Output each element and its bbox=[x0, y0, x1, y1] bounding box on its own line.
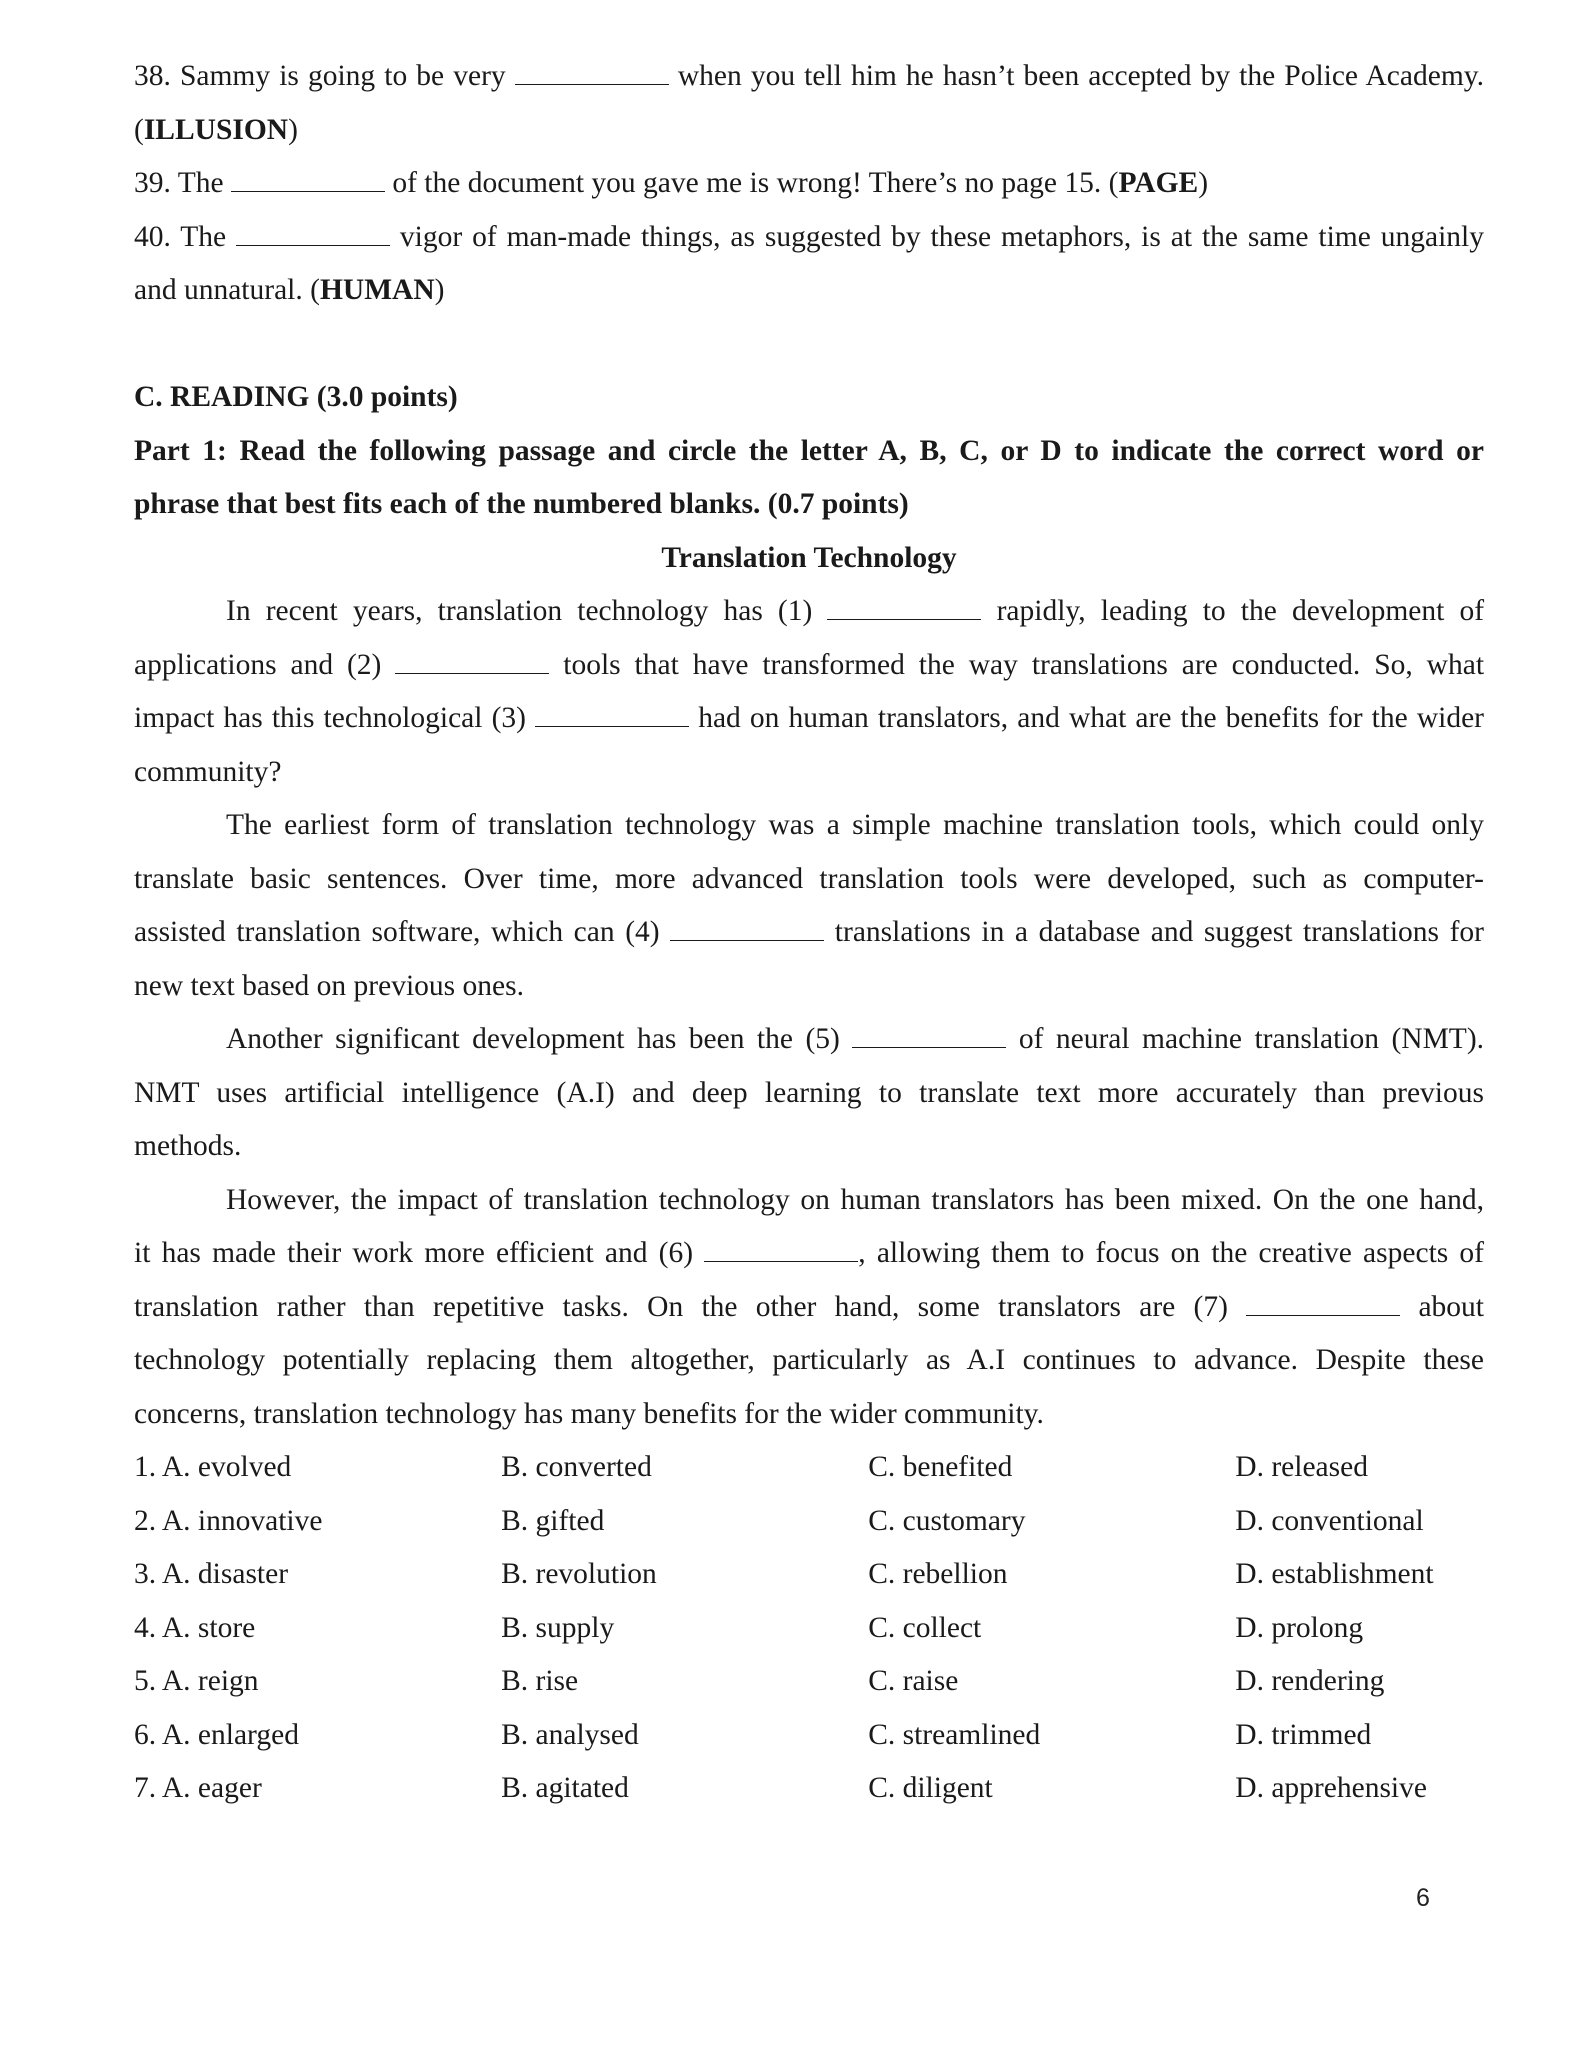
question-38-word: (ILLUSION) bbox=[134, 113, 298, 146]
option-d[interactable]: D. trimmed bbox=[1235, 1718, 1372, 1751]
text-span: of neural machine translation (NMT). bbox=[1018, 1023, 1485, 1055]
passage-line bbox=[134, 1388, 1484, 1442]
passage-line bbox=[134, 1067, 1484, 1121]
question-39: 39. The of the document you gave me is wrong! There’s no page 15. (PAGE) bbox=[134, 167, 1209, 199]
passage-line bbox=[134, 639, 1484, 693]
option-row bbox=[134, 1495, 1484, 1549]
blank-5[interactable] bbox=[852, 1027, 1006, 1048]
blank-4[interactable] bbox=[670, 920, 824, 941]
option-a[interactable]: 6. A. enlarged bbox=[134, 1718, 299, 1751]
passage-line bbox=[134, 1281, 1484, 1335]
option-b[interactable]: B. supply bbox=[501, 1611, 615, 1644]
passage-line bbox=[134, 1334, 1484, 1388]
passage-line bbox=[134, 960, 1484, 1014]
text-span: , allowing them to focus on the creative aspects of bbox=[858, 1237, 1485, 1269]
text-span: it has made their work more efficient and (6) bbox=[134, 1237, 694, 1269]
text-span: NMT uses artificial intelligence (A.I) and deep learning to translate text more accurately than previous bbox=[134, 1076, 1484, 1109]
passage-line bbox=[134, 1174, 1484, 1228]
text-span: concerns, translation technology has many benefits for the wider community. bbox=[134, 1397, 1044, 1430]
option-a[interactable]: 1. A. evolved bbox=[134, 1451, 292, 1483]
keyword: HUMAN bbox=[319, 274, 435, 306]
text-span: tools that have transformed the way translations are conducted. So, what bbox=[563, 648, 1485, 681]
option-c[interactable]: C. diligent bbox=[868, 1772, 993, 1804]
text-span: The earliest form of translation technology was a simple machine translation tools, which could only bbox=[226, 809, 1484, 841]
question-40-cont: and unnatural. (HUMAN) bbox=[134, 274, 445, 306]
passage-line bbox=[134, 799, 1484, 853]
option-c[interactable]: C. rebellion bbox=[868, 1558, 1008, 1590]
text-span: translate basic sentences. Over time, more advanced translation tools were developed, such as computer- bbox=[134, 862, 1484, 895]
option-d[interactable]: D. released bbox=[1235, 1451, 1368, 1483]
blank-3[interactable] bbox=[535, 706, 689, 727]
option-a[interactable]: 5. A. reign bbox=[134, 1665, 259, 1697]
passage-line bbox=[134, 1227, 1484, 1281]
document-page bbox=[134, 50, 1484, 1816]
option-b[interactable]: B. analysed bbox=[501, 1718, 639, 1751]
text-span: translations in a database and suggest translations for bbox=[834, 916, 1485, 948]
passage-line bbox=[134, 853, 1484, 907]
option-d[interactable]: D. rendering bbox=[1235, 1665, 1385, 1697]
question-text: 38. Sammy is going to be very bbox=[134, 60, 506, 92]
question-text: of the document you gave me is wrong! There’s no page 15. ( bbox=[392, 167, 1119, 199]
option-d[interactable]: D. apprehensive bbox=[1235, 1772, 1427, 1804]
option-d[interactable]: D. conventional bbox=[1235, 1504, 1424, 1537]
text-span: methods. bbox=[134, 1130, 242, 1162]
option-b[interactable]: B. rise bbox=[501, 1665, 579, 1697]
keyword: PAGE bbox=[1118, 167, 1199, 199]
text-span: had on human translators, and what are the benefits for the wider bbox=[698, 702, 1484, 734]
section-title: C. READING (3.0 points) bbox=[134, 381, 458, 413]
passage-line bbox=[134, 692, 1484, 746]
section-heading bbox=[134, 371, 1484, 425]
text-span: In recent years, translation technology has (1) bbox=[226, 595, 813, 627]
text-span: community? bbox=[134, 755, 282, 788]
option-b[interactable]: B. revolution bbox=[501, 1558, 657, 1590]
passage-line bbox=[134, 585, 1484, 639]
part-instructions-cont bbox=[134, 478, 1484, 532]
option-row bbox=[134, 1441, 1484, 1495]
blank-1[interactable] bbox=[827, 599, 981, 620]
option-row bbox=[134, 1655, 1484, 1709]
option-a[interactable]: 2. A. innovative bbox=[134, 1504, 323, 1537]
keyword: ILLUSION bbox=[143, 113, 289, 146]
answer-blank[interactable] bbox=[515, 64, 669, 85]
option-b[interactable]: B. converted bbox=[501, 1451, 652, 1483]
option-row bbox=[134, 1548, 1484, 1602]
text-span: about bbox=[1418, 1290, 1485, 1323]
blank-7[interactable] bbox=[1246, 1295, 1400, 1316]
text-span: Another significant development has been the (5) bbox=[226, 1023, 840, 1055]
text-span: applications and (2) bbox=[134, 648, 382, 681]
option-c[interactable]: C. collect bbox=[868, 1611, 982, 1644]
option-a[interactable]: 4. A. store bbox=[134, 1611, 256, 1644]
passage-line bbox=[134, 746, 1484, 800]
blank-6[interactable] bbox=[704, 1241, 858, 1262]
question-text: 40. The bbox=[134, 220, 227, 253]
passage-title bbox=[134, 532, 1484, 586]
answer-blank[interactable] bbox=[236, 225, 390, 246]
option-a[interactable]: 3. A. disaster bbox=[134, 1558, 289, 1590]
instruction-line: Part 1: Read the following passage and circle the letter A, B, C, or D to indicate the correct word or bbox=[134, 434, 1484, 467]
option-d[interactable]: D. establishment bbox=[1235, 1558, 1434, 1590]
option-b[interactable]: B. agitated bbox=[501, 1772, 629, 1804]
text-span: impact has this technological (3) bbox=[134, 702, 526, 734]
option-row bbox=[134, 1709, 1484, 1763]
answer-blank[interactable] bbox=[231, 171, 385, 192]
question-38 bbox=[134, 50, 1484, 104]
option-d[interactable]: D. prolong bbox=[1235, 1611, 1364, 1644]
passage-line bbox=[134, 1120, 1484, 1174]
option-row bbox=[134, 1762, 1484, 1816]
option-c[interactable]: C. benefited bbox=[868, 1451, 1013, 1483]
question-40 bbox=[134, 211, 1484, 265]
option-row bbox=[134, 1602, 1484, 1656]
question-text: and unnatural. ( bbox=[134, 274, 320, 306]
text-span: rapidly, leading to the development of bbox=[996, 595, 1485, 627]
blank-2[interactable] bbox=[395, 653, 549, 674]
page-number: 6 bbox=[1416, 1884, 1430, 1912]
text-span: translation rather than repetitive tasks. On the other hand, some translators are (7) bbox=[134, 1290, 1228, 1323]
passage-line bbox=[134, 906, 1484, 960]
option-c[interactable]: C. streamlined bbox=[868, 1718, 1041, 1751]
text-span: new text based on previous ones. bbox=[134, 969, 524, 1002]
option-b[interactable]: B. gifted bbox=[501, 1504, 605, 1537]
instruction-line: phrase that best fits each of the numbered blanks. (0.7 points) bbox=[134, 488, 909, 520]
option-a[interactable]: 7. A. eager bbox=[134, 1772, 262, 1804]
options-list bbox=[134, 1441, 1484, 1816]
part-instructions bbox=[134, 425, 1484, 479]
passage-title-text: Translation Technology bbox=[661, 541, 957, 574]
option-c[interactable]: C. customary bbox=[868, 1504, 1026, 1537]
question-text: vigor of man-made things, as suggested by these metaphors, is at the same time ungainly bbox=[399, 220, 1484, 253]
text-span: assisted translation software, which can (4) bbox=[134, 916, 660, 948]
option-c[interactable]: C. raise bbox=[868, 1665, 959, 1697]
question-text: when you tell him he hasn’t been accepted by the Police Academy. bbox=[677, 60, 1484, 92]
question-text: 39. The bbox=[134, 167, 224, 199]
text-span: However, the impact of translation technology on human translators has been mixed. On the one hand, bbox=[226, 1183, 1484, 1216]
text-span: technology potentially replacing them altogether, particularly as A.I continues to advance. Despite these bbox=[134, 1344, 1484, 1376]
passage-line bbox=[134, 1013, 1484, 1067]
